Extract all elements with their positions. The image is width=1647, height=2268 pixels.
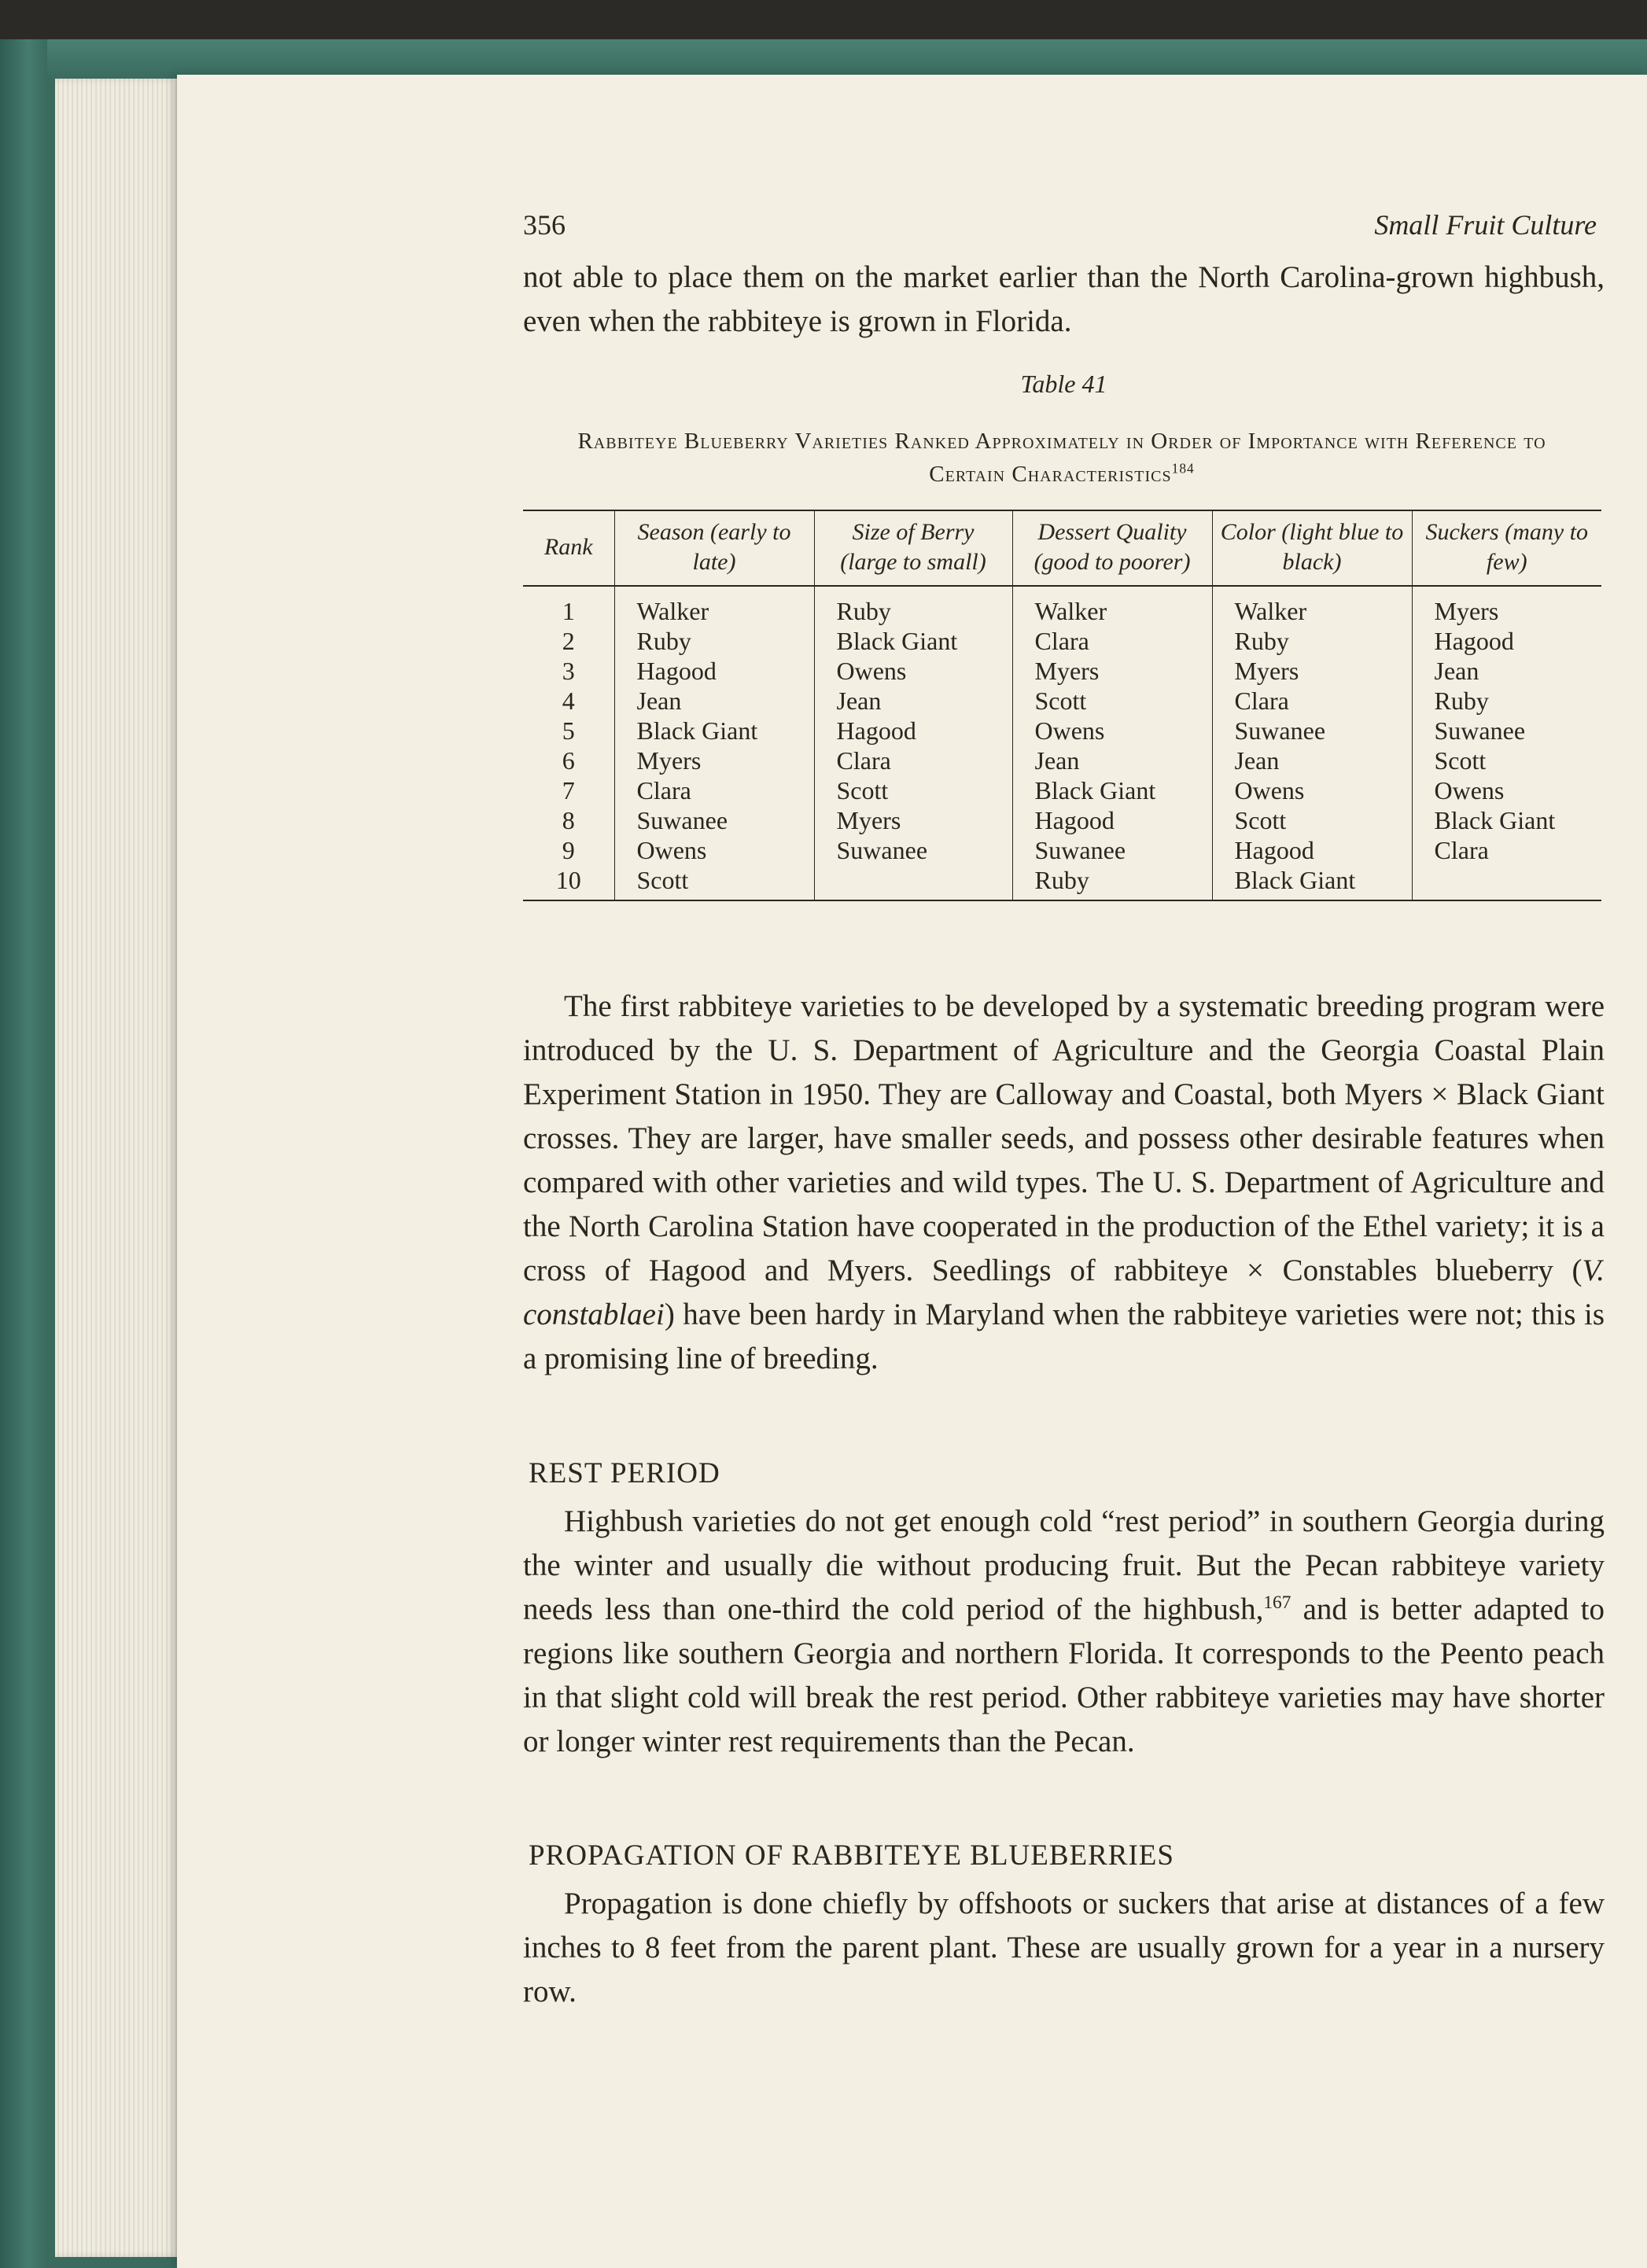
rest-text-2: and is better adapted to regions like southern Georgia and northern Florida. It corresponds to the Peento peach in that slight cold will break the rest period. Other rabbiteye varieties may have shorter or longer winter rest requirements than the Pecan. — [523, 1592, 1605, 1758]
breeding-paragraph — [523, 985, 1605, 1381]
running-head — [523, 208, 1597, 248]
page-stack-edge — [55, 79, 181, 2257]
dessert-column: Walker Clara Myers Scott Owens Jean Black Giant Hagood Suwanee Ruby — [1012, 586, 1212, 900]
table-caption — [551, 425, 1573, 491]
rest-ref: 167 — [1263, 1592, 1291, 1613]
color-column: Walker Ruby Myers Clara Suwanee Jean Owens Scott Hagood Black Giant — [1212, 586, 1412, 900]
header-size: Size of Berry (large to small) — [814, 510, 1012, 586]
header-rank: Rank — [523, 510, 614, 586]
heading-propagation: PROPAGATION OF RABBITEYE BLUEBERRIES — [529, 1839, 1174, 1872]
breeding-text-2: ) have been hardy in Maryland when the rabbiteye varieties were not; this is a promising line of breeding. — [523, 1298, 1605, 1375]
breeding-text-1: The first rabbiteye varieties to be developed by a systematic breeding program were introduced by the U. S. Department of Agriculture and the Georgia Coastal Plain Experiment Station in 1950. They are Calloway and Coastal, both Myers × Black Giant crosses. They are larger, have smaller seeds, and possess other desirable features when compared with other varieties and wild types. The U. S. Department of Agriculture and the North Carolina Station have cooperated in the production of the Ethel variety; it is a cross of Hagood and Myers. Seedlings of rabbiteye × Constables blueberry ( — [523, 989, 1605, 1287]
propagation-paragraph: Propagation is done chiefly by offshoots or suckers that arise at distances of a few inches to 8 feet from the parent plant. These are usually grown for a year in a nursery row. — [523, 1887, 1605, 2008]
page-number: 356 — [523, 209, 566, 241]
table-caption-ref: 184 — [1171, 460, 1195, 477]
table-row — [523, 586, 1601, 900]
varieties-table — [523, 510, 1601, 901]
header-dessert: Dessert Quality (good to poorer) — [1012, 510, 1212, 586]
book-cover-top — [0, 0, 1647, 39]
running-title: Small Fruit Culture — [1374, 209, 1597, 241]
book-cover-edge — [0, 39, 1647, 79]
intro-paragraph: not able to place them on the market earlier than the North Carolina-grown highbush, even when the rabbiteye is grown in Florida. — [523, 260, 1605, 338]
rank-column: 1 2 3 4 5 6 7 8 9 10 — [555, 597, 581, 894]
rest-text-1: Highbush varieties do not get enough cold “rest period” in southern Georgia during the winter and usually die without producing fruit. But the Pecan rabbiteye variety needs less than one-third the cold period of the highbush, — [523, 1504, 1605, 1626]
suckers-column: Myers Hagood Jean Ruby Suwanee Scott Owens Black Giant Clara — [1412, 586, 1601, 900]
table-caption-text: Rabbiteye Blueberry Varieties Ranked Approximately in Order of Importance with Reference to Certain Characteristics — [577, 429, 1546, 487]
table-header-row — [523, 510, 1601, 586]
rest-period-paragraph — [523, 1500, 1605, 1764]
book-cover-left — [0, 39, 47, 2268]
table-number: Table 41 — [1020, 370, 1107, 398]
heading-rest-period: REST PERIOD — [529, 1457, 720, 1489]
header-suckers: Suckers (many to few) — [1412, 510, 1601, 586]
species-name: V. constablaei — [523, 1254, 1605, 1331]
header-season: Season (early to late) — [614, 510, 814, 586]
season-column: Walker Ruby Hagood Jean Black Giant Myers Clara Suwanee Owens Scott — [614, 586, 814, 900]
header-color: Color (light blue to black) — [1212, 510, 1412, 586]
size-column: Ruby Black Giant Owens Jean Hagood Clara Scott Myers Suwanee — [814, 586, 1012, 900]
